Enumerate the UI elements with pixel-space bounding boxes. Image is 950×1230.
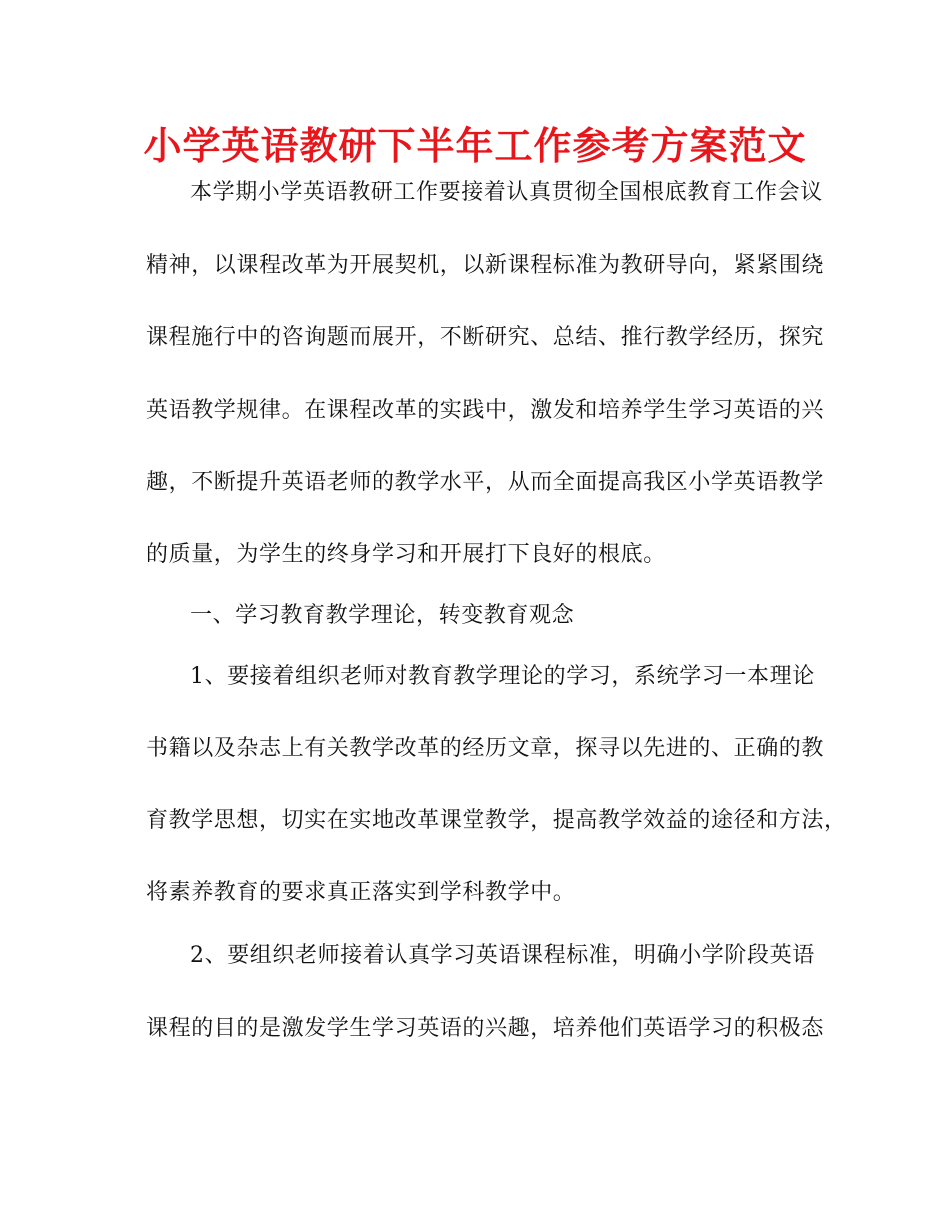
section-heading: 一、学习教育教学理论，转变教育观念 <box>190 603 575 628</box>
paragraph-line: 英语教学规律。在课程改革的实践中，激发和培养学生学习英语的兴 <box>146 398 825 423</box>
paragraph-line: 课程施行中的咨询题而展开，不断研究、总结、推行教学经历，探究 <box>146 325 825 350</box>
paragraph-line: 1、要接着组织老师对教育教学理论的学习，系统学习一本理论 <box>190 664 815 689</box>
paragraph-line: 精神，以课程改革为开展契机，以新课程标准为教研导向，紧紧围绕 <box>146 253 825 278</box>
paragraph-line: 趣，不断提升英语老师的教学水平，从而全面提高我区小学英语教学 <box>146 470 825 495</box>
paragraph-line: 课程的目的是激发学生学习英语的兴趣，培养他们英语学习的积极态 <box>146 1016 825 1041</box>
paragraph-line: 育教学思想，切实在实地改革课堂教学，提高教学效益的途径和方法， <box>146 808 847 833</box>
document-title: 小学英语教研下半年工作参考方案范文 <box>143 124 807 168</box>
paragraph-line: 将素养教育的要求真正落实到学科教学中。 <box>146 880 576 905</box>
paragraph-line: 本学期小学英语教研工作要接着认真贯彻全国根底教育工作会议 <box>190 180 823 205</box>
paragraph-line: 的质量，为学生的终身学习和开展打下良好的根底。 <box>146 542 666 567</box>
paragraph-line: 书籍以及杂志上有关教学改革的经历文章，探寻以先进的、正确的教 <box>146 736 825 761</box>
paragraph-line: 2、要组织老师接着认真学习英语课程标准，明确小学阶段英语 <box>190 943 815 968</box>
